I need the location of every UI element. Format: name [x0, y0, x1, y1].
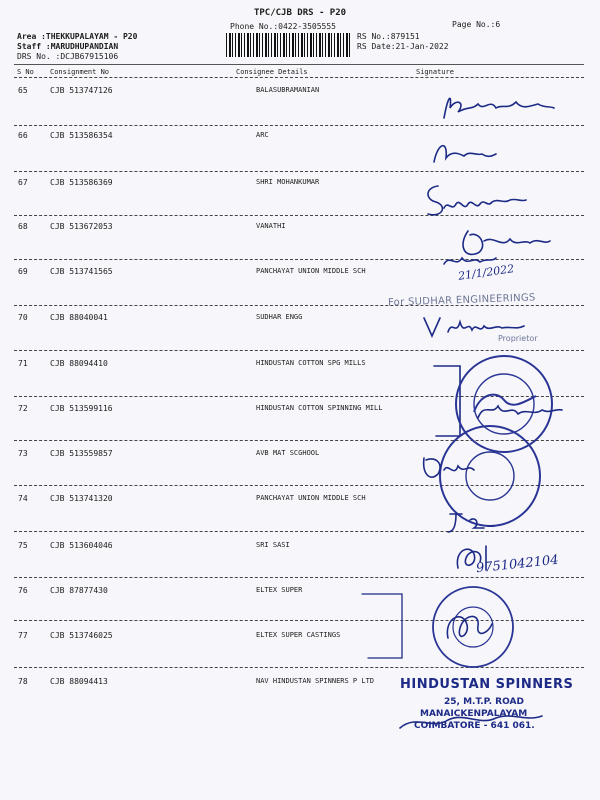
row-consignment: CJB 87877430: [50, 586, 108, 595]
handwritten-phone: 9751042104: [475, 552, 560, 577]
sudhar-stamp: For SUDHAR ENGINEERINGS: [387, 292, 536, 309]
page-title: TPC/CJB DRS - P20: [253, 8, 347, 18]
signature-66: [430, 136, 500, 168]
page-number: Page No.:6: [452, 20, 501, 29]
spinners-stamp-name: HINDUSTAN SPINNERS: [400, 677, 574, 692]
row-consignment: CJB 513559857: [50, 449, 113, 458]
staff-label: Staff :MARUDHUPANDIAN: [17, 42, 119, 51]
row-sno: 73: [18, 449, 28, 458]
row-consignee: ELTEX SUPER CASTINGS: [256, 631, 341, 639]
spinners-stamp-road: 25, M.T.P. ROAD: [444, 697, 524, 707]
signature-73: [418, 452, 478, 486]
col-consignment: Consignment No: [50, 68, 110, 76]
bracket-mark: [358, 588, 414, 664]
row-consignee: SUDHAR ENGG: [256, 313, 303, 321]
row-sno: 67: [18, 178, 28, 187]
row-consignee: SHRI MOHANKUMAR: [256, 178, 320, 186]
row-consignment: CJB 513604046: [50, 541, 113, 550]
signature-65: [438, 88, 558, 124]
spinners-stamp-city: COIMBATORE - 641 061.: [414, 721, 535, 731]
signature-78: [396, 700, 546, 740]
row-consignment: CJB 88094413: [50, 677, 108, 686]
row-sno: 71: [18, 359, 28, 368]
row-divider: [14, 305, 584, 306]
row-sno: 78: [18, 677, 28, 686]
row-sno: 65: [18, 86, 28, 95]
row-consignment: CJB 513672053: [50, 222, 113, 231]
row-consignment: CJB 513586369: [50, 178, 113, 187]
col-signature: Signature: [416, 68, 454, 76]
header-rule-bottom: [14, 77, 584, 78]
row-sno: 77: [18, 631, 28, 640]
sudhar-proprietor: Proprietor: [498, 334, 538, 343]
row-consignee: VANATHI: [256, 222, 286, 230]
row-consignee: ELTEX SUPER: [256, 586, 303, 594]
rs-date: RS Date:21-Jan-2022: [357, 42, 449, 51]
row-consignee: BALASUBRAMANIAN: [256, 86, 320, 94]
row-consignment: CJB 513746025: [50, 631, 113, 640]
row-consignment: CJB 513747126: [50, 86, 113, 95]
phone-number: Phone No.:0422-3505555: [230, 22, 336, 31]
row-sno: 76: [18, 586, 28, 595]
handwritten-date: 21/1/2022: [457, 262, 515, 283]
row-sno: 70: [18, 313, 28, 322]
header-rule-top: [14, 64, 584, 65]
row-consignment: CJB 513586354: [50, 131, 113, 140]
row-consignee: HINDUSTAN COTTON SPG MILLS: [256, 359, 366, 367]
row-consignment: CJB 513741565: [50, 267, 113, 276]
area-label: Area :THEKKUPALAYAM - P20: [17, 32, 138, 41]
signature-77: [440, 604, 496, 648]
col-consignee: Consignee Details: [236, 68, 308, 76]
row-sno: 68: [18, 222, 28, 231]
row-consignee: NAV HINDUSTAN SPINNERS P LTD: [256, 677, 375, 685]
rs-number: RS No.:879151: [357, 32, 420, 41]
barcode: [226, 33, 350, 57]
drs-number: DRS No. :DCJB67915106: [17, 52, 119, 61]
row-sno: 69: [18, 267, 28, 276]
row-divider: [14, 350, 584, 351]
row-consignment: CJB 513599116: [50, 404, 113, 413]
row-consignment: CJB 88094410: [50, 359, 108, 368]
row-divider: [14, 577, 584, 578]
row-consignee: PANCHAYAT UNION MIDDLE SCH: [256, 494, 366, 502]
signature-74: [444, 510, 500, 536]
row-consignee: ARC: [256, 131, 269, 139]
row-sno: 72: [18, 404, 28, 413]
table-row: [0, 131, 600, 155]
row-consignee: HINDUSTAN COTTON SPINNING MILL: [256, 404, 383, 412]
row-consignee: AVB MAT SCGHOOL: [256, 449, 320, 457]
row-consignee: PANCHAYAT UNION MIDDLE SCH: [256, 267, 366, 275]
row-sno: 66: [18, 131, 28, 140]
signature-67: [418, 178, 528, 222]
row-consignment: CJB 88040041: [50, 313, 108, 322]
col-sno: S No: [17, 68, 34, 76]
row-divider: [14, 125, 584, 126]
row-sno: 75: [18, 541, 28, 550]
row-consignment: CJB 513741320: [50, 494, 113, 503]
row-sno: 74: [18, 494, 28, 503]
row-divider: [14, 171, 584, 172]
spinners-stamp-area: MANAICKENPALAYAM: [420, 709, 528, 719]
row-consignee: SRI SASI: [256, 541, 290, 549]
